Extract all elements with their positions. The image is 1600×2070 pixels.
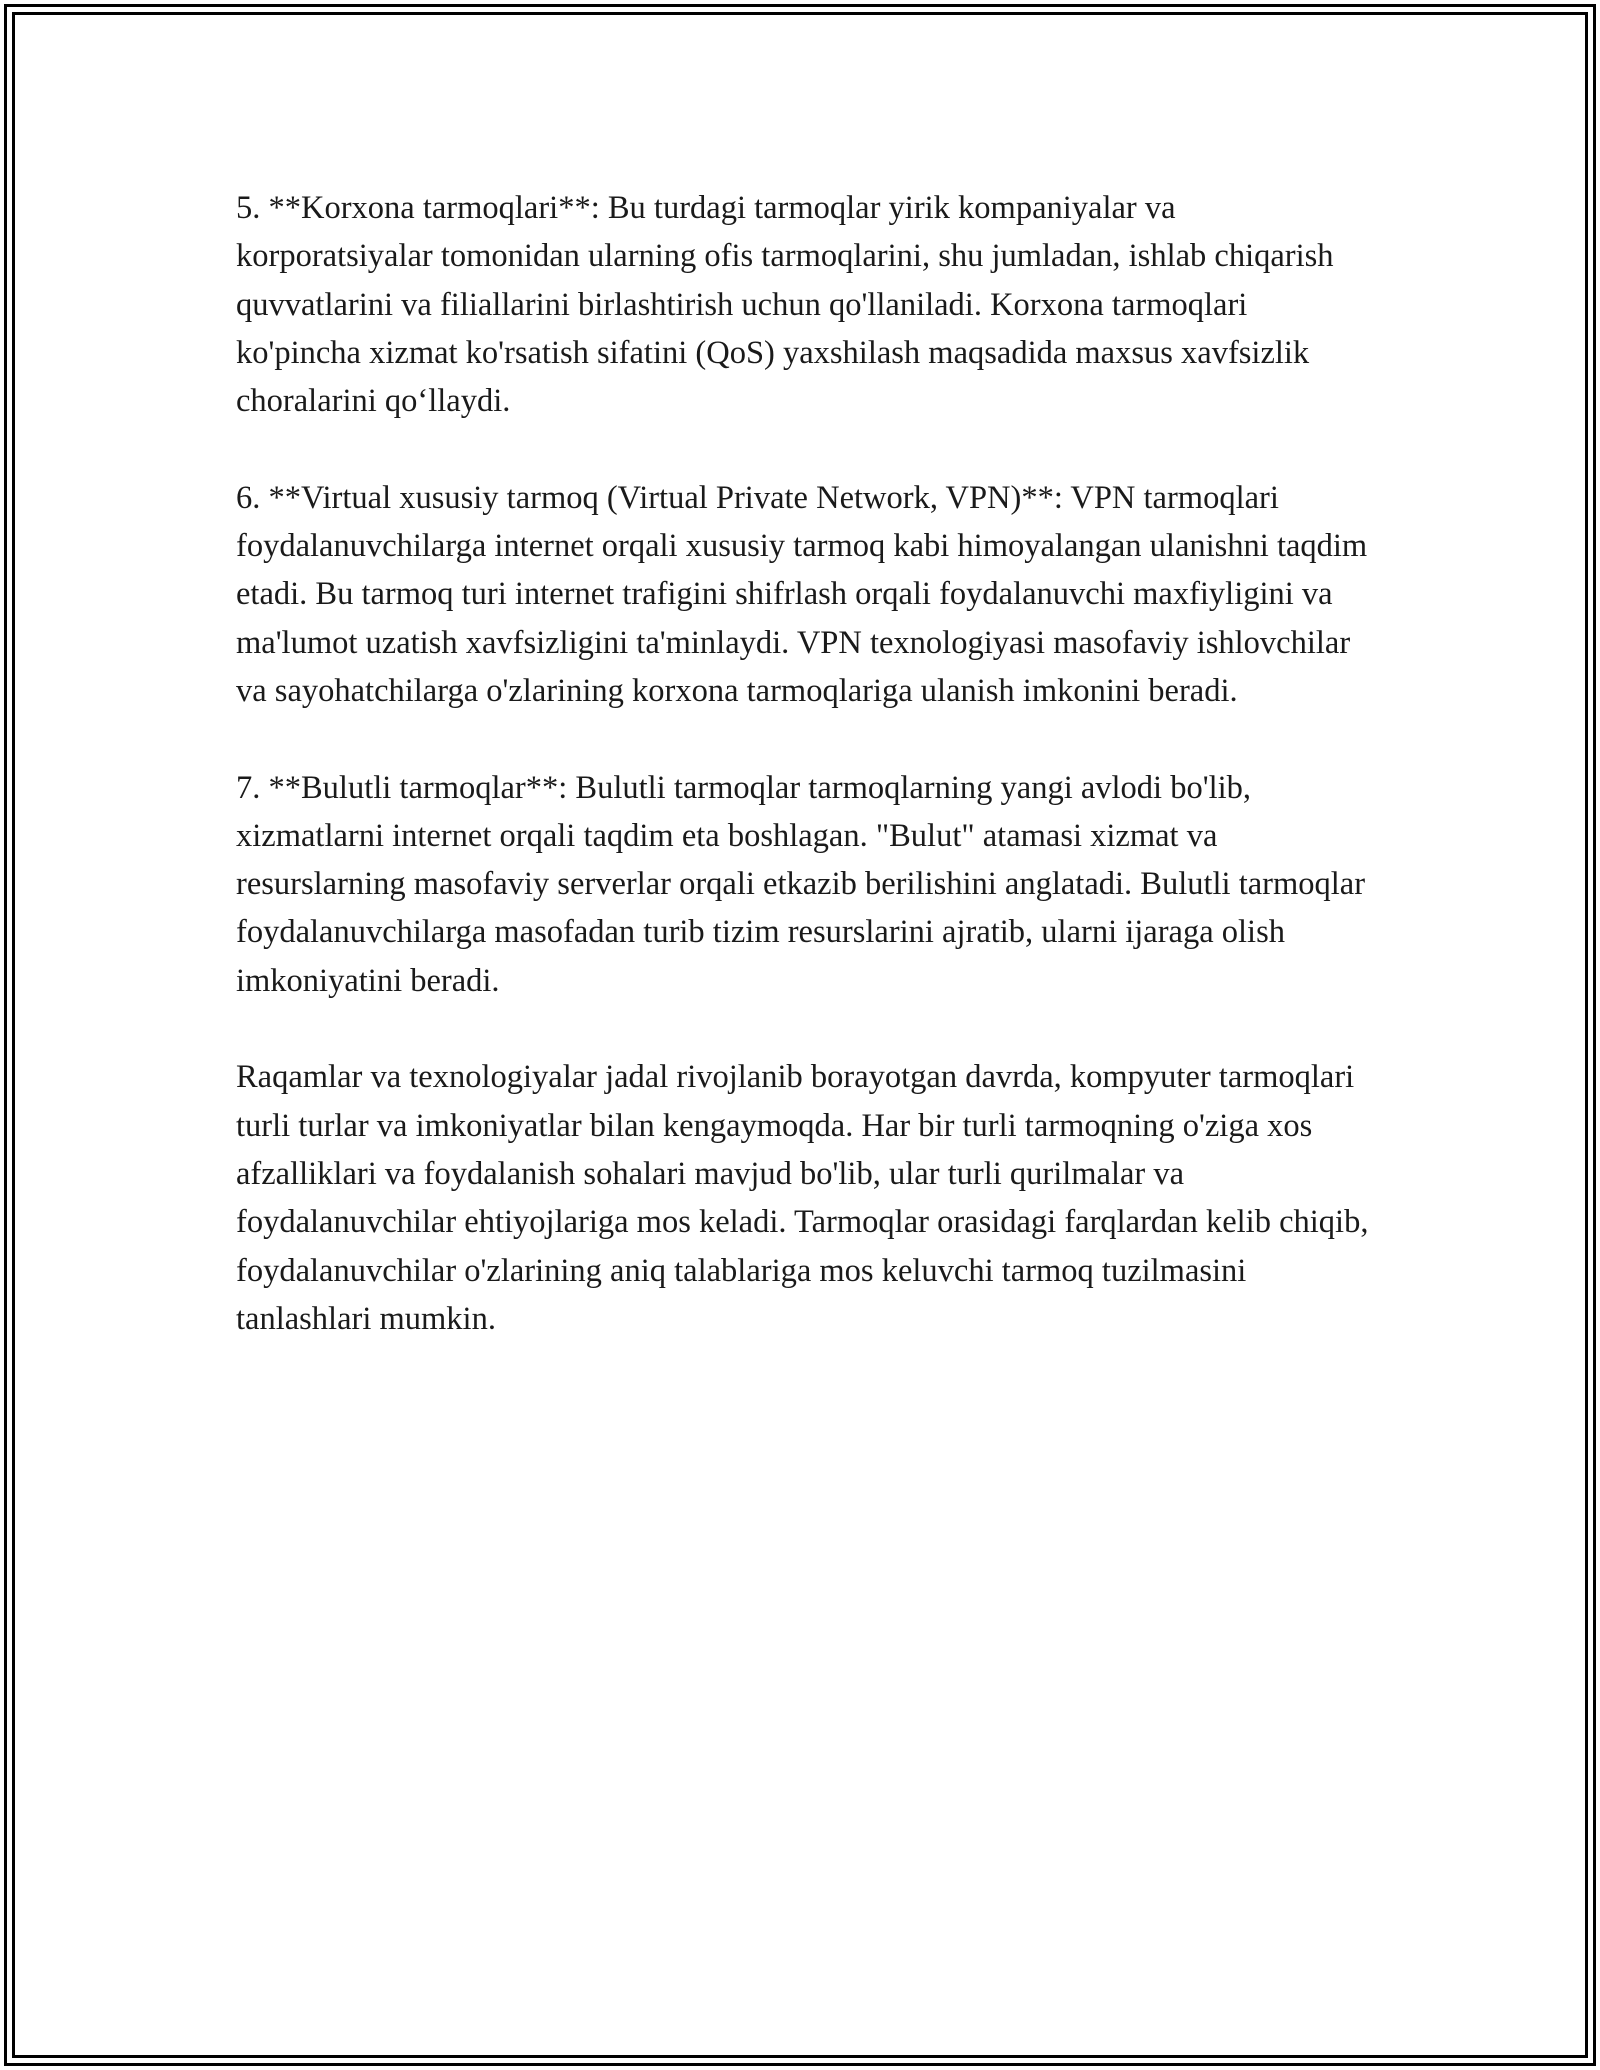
paragraph-enterprise-networks: 5. **Korxona tarmoqlari**: Bu turdagi tarmoqlar yirik kompaniyalar va korporatsiyalar tomonidan ularning ofis tarmoqlarini, shu jumladan, ishlab chiqarish quvvatlarini va filiallarini birlashtirish uchun qo'llaniladi. Korxona tarmoqlari ko'pincha xizmat ko'rsatish sifatini (QoS) yaxshilash maqsadida maxsus xavfsizlik choralarini qo‘llaydi. [236,190,1334,420]
paragraph-cloud-networks: 7. **Bulutli tarmoqlar**: Bulutli tarmoqlar tarmoqlarning yangi avlodi bo'lib, xizmatlarni internet orqali taqdim eta boshlagan. "Bulut" atamasi xizmat va resurslarning masofaviy serverlar orqali etkazib berilishini anglatadi. Bulutli tarmoqlar foydalanuvchilarga masofadan turib tizim resurslarini ajratib, ularni ijaraga olish imkoniyatini beradi. [236,769,1366,999]
paragraph-conclusion: Raqamlar va texnologiyalar jadal rivojlanib borayotgan davrda, kompyuter tarmoqlari turli turlar va imkoniyatlar bilan kengaymoqda. Har bir turli tarmoqning o'ziga xos afzalliklari va foydalanish sohalari mavjud bo'lib, ular turli qurilmalar va foydalanuvchilar ehtiyojlariga mos keladi. Tarmoqlar orasidagi farqlardan kelib chiqib, foydalanuvchilar o'zlarining aniq talablariga mos keluvchi tarmoq tuzilmasini tanlashlari mumkin. [236,1059,1369,1337]
paragraph-vpn: 6. **Virtual xususiy tarmoq (Virtual Private Network, VPN)**: VPN tarmoqlari foydalanuvchilarga internet orqali xususiy tarmoq kabi himoyalangan ulanishni taqdim etadi. Bu tarmoq turi internet trafigini shifrlash orqali foydalanuvchi maxfiyligini va ma'lumot uzatish xavfsizligini ta'minlaydi. VPN texnologiyasi masofaviy ishlovchilar va sayohatchilarga o'zlarining korxona tarmoqlariga ulanish imkonini beradi. [236,479,1368,709]
document-body [236,184,1376,1391]
